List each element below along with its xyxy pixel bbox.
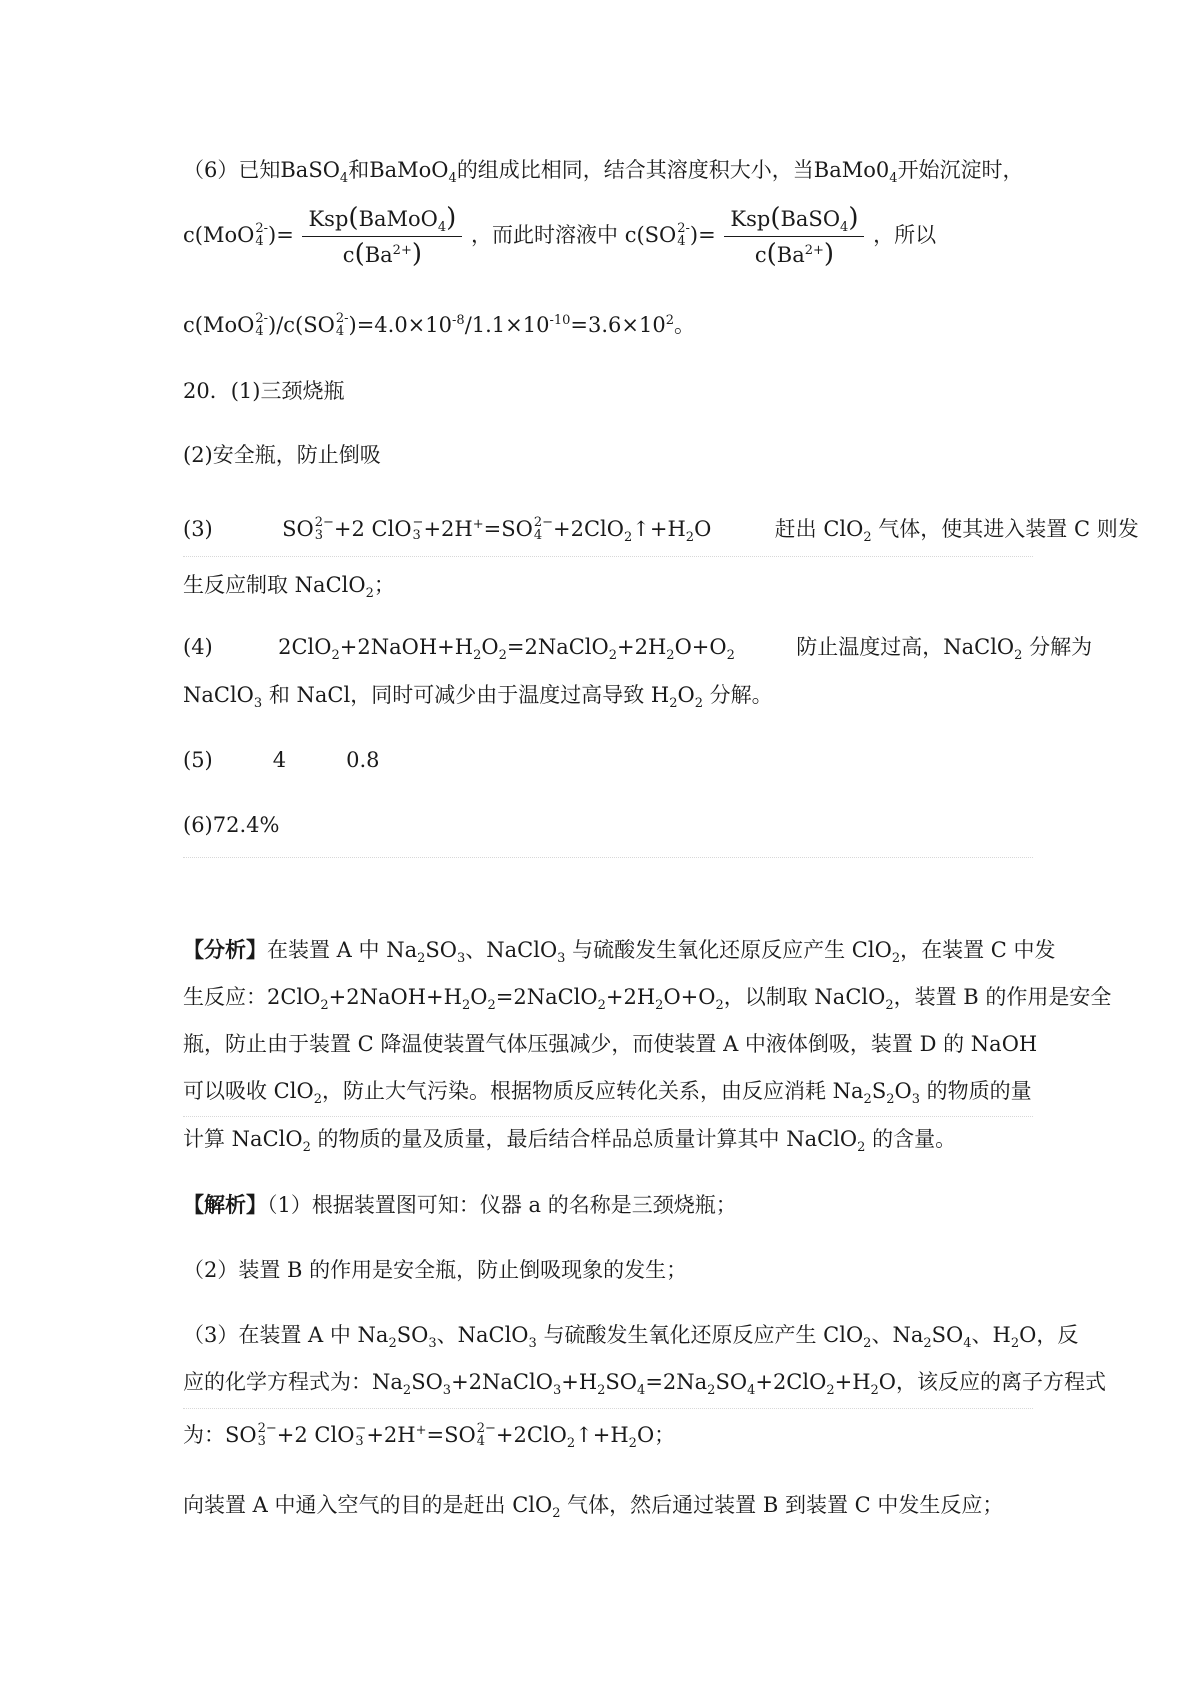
solution-s2: （2）装置 B 的作用是安全瓶，防止倒吸现象的发生； <box>183 1258 688 1282</box>
q19-6-line3: c(MoO 2- 4 )/c(SO 2- 4 )$=4.0\times 10^{-8}/1.1\times 10^{-10}=3.6\times 10^2$。 <box>183 310 696 339</box>
divider <box>183 1116 1033 1117</box>
q20-answer-3: (3) SO 2− 3 +2 ClO − 3 +2H+=SO 2− 4 $+2ClO_2↑+H_2O$ 赶出 ClO$_2$ 气体，使其进入装置 C 则发 <box>183 514 1139 546</box>
divider <box>183 556 1033 557</box>
q20-answer-4-cont: NaClO$_3$ 和 NaCl，同时可减少由于温度过高导致 $H_2O_2$ 分解。 <box>183 683 773 712</box>
solution-s1: 【解析】（1）根据装置图可知：仪器 a 的名称是三颈烧瓶； <box>183 1192 737 1217</box>
q19-6-line1: （6）已知BaSO$_4$和BaMoO$_4$的组成比相同，结合其溶度积大小，当$BaMo0_4$开始沉淀时， <box>183 158 1024 187</box>
ksp-bamoo4-fraction: $\frac{Ksp(BaMoO_4)}{c(Ba^{2+})}$ <box>302 205 462 268</box>
analysis-p1: 【分析】在装置 A 中 $Na_2SO_3$、NaClO$_3$ 与硫酸发生氧化还原反应产生 ClO$_2$，在装置 C 中发 <box>183 937 1056 967</box>
q20-answer-3-cont: 生反应制取 NaClO$_2$； <box>183 573 395 602</box>
ksp-baso4-fraction: $\frac{Ksp(BaSO_4)}{c(Ba^{2+})}$ <box>724 205 864 268</box>
solution-s3: （3）在装置 A 中 $Na_2SO_3$、NaClO$_3$ 与硫酸发生氧化还原反应产生 ClO$_2$、$Na_2SO_4$、$H_2O$，反 <box>183 1323 1079 1352</box>
solution-s5: 为：SO 2− 3 +2 ClO − 3 +2H+=SO 2− 4 $+2ClO_2↑+H_2O$； <box>183 1420 676 1452</box>
q20-answer-2: (2)安全瓶，防止倒吸 <box>183 443 381 467</box>
q20-answer-4: (4) $2ClO_2+2NaOH+H_2O_2=2NaClO_2+2H_2O+O_2$ 防止温度过高，NaClO$_2$ 分解为 <box>183 635 1093 664</box>
q19-6-line2: c(MoO 2- 4 )= $\frac{Ksp(BaMoO_4)}{c(Ba^{2+})}$ ，而此时溶液中 c(SO 2- 4 )= $\frac{Ksp(BaSO_4)}{c(Ba^{2+})}$ ，所以 <box>183 203 937 269</box>
analysis-p2: 生反应：$2ClO_2+2NaOH+H_2O_2=2NaClO_2+2H_2O+O_2$，以制取 NaClO$_2$，装置 B 的作用是安全 <box>183 985 1112 1014</box>
analysis-p4: 可以吸收 ClO$_2$，防止大气污染。根据物质反应转化关系，由反应消耗 $Na_2S_2O_3$ 的物质的量 <box>183 1079 1032 1108</box>
divider <box>183 857 1033 858</box>
q20-answer-5: (5) 4 0.8 <box>183 748 380 772</box>
solution-s6: 向装置 A 中通入空气的目的是赶出 ClO$_2$ 气体，然后通过装置 B 到装置 C 中发生反应； <box>183 1493 1004 1522</box>
q20-answer-1: 20．(1)三颈烧瓶 <box>183 379 345 403</box>
divider <box>183 1408 1033 1409</box>
solution-s4: 应的化学方程式为：$Na_2SO_3+2NaClO_3+H_2SO_4=2Na_2SO_4+2ClO_2+H_2O$，该反应的离子方程式 <box>183 1370 1107 1399</box>
analysis-p5: 计算 NaClO$_2$ 的物质的量及质量，最后结合样品总质量计算其中 NaClO$_2$ 的含量。 <box>183 1127 957 1156</box>
q20-answer-6: (6)72.4% <box>183 813 280 837</box>
analysis-p3: 瓶，防止由于装置 C 降温使装置气体压强减少，而使装置 A 中液体倒吸，装置 D 的 NaOH <box>183 1032 1038 1056</box>
